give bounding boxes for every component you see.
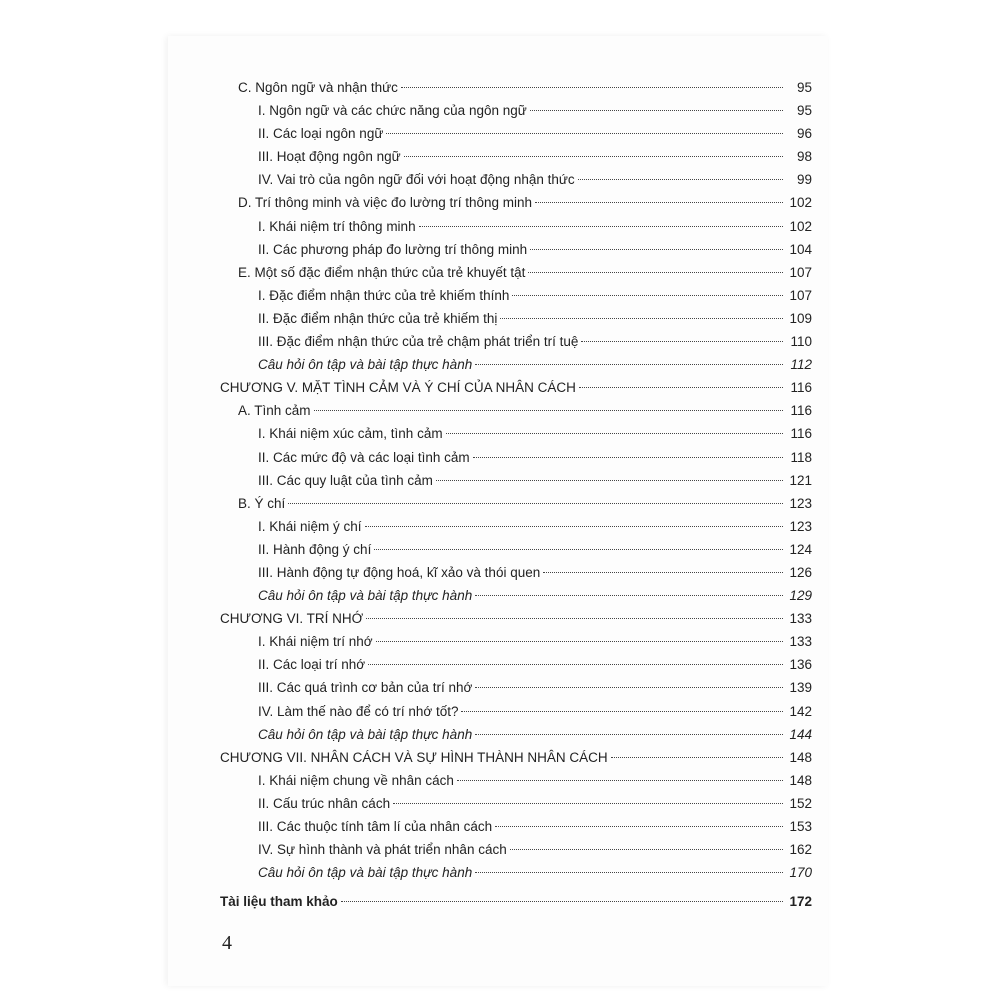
toc-entry-title: I. Đặc điểm nhận thức của trẻ khiếm thính: [258, 287, 510, 303]
toc-entry-page: 148: [789, 772, 812, 788]
book-page: [168, 36, 828, 986]
toc-entry-page: 116: [790, 380, 812, 396]
toc-entry-title: CHƯƠNG VI. TRÍ NHỚ: [220, 611, 364, 627]
dot-leader: [611, 757, 783, 758]
dot-leader: [578, 179, 783, 180]
dot-leader: [314, 410, 783, 411]
dot-leader: [366, 618, 783, 619]
toc-entry: [220, 99, 812, 122]
toc-entry-page: 153: [789, 819, 812, 834]
toc-entry: [220, 122, 812, 145]
toc-entry: [220, 746, 812, 769]
dot-leader: [475, 595, 783, 596]
toc-entry-page: 126: [789, 564, 812, 580]
toc-entry-page: 133: [789, 611, 812, 627]
toc-entry: [220, 815, 812, 838]
dot-leader: [581, 341, 783, 342]
dot-leader: [365, 526, 783, 527]
toc-entry: [220, 76, 812, 99]
toc-entry-title: I. Ngôn ngữ và các chức năng của ngôn ngữ: [258, 103, 527, 119]
toc-entry: [220, 145, 812, 168]
dot-leader: [386, 133, 783, 134]
toc-entry-page: 148: [789, 749, 812, 765]
dot-leader: [368, 664, 783, 665]
toc-entry: [220, 676, 812, 699]
dot-leader: [510, 849, 783, 850]
dot-leader: [374, 549, 783, 550]
toc-entry: [220, 376, 812, 399]
toc-entry-page: 139: [789, 680, 812, 696]
toc-entry-title: III. Hành động tự động hoá, kĩ xảo và thói quen: [258, 564, 541, 580]
toc-entry-title: II. Các mức độ và các loại tình cảm: [258, 449, 470, 465]
toc-entry-page: 118: [790, 449, 812, 465]
toc-entry: [220, 399, 812, 422]
dot-leader: [512, 295, 783, 296]
toc-entry-page: 102: [789, 195, 812, 211]
dot-leader: [530, 110, 783, 111]
toc-entry: [220, 630, 812, 653]
toc-entry-title: III. Đặc điểm nhận thức của trẻ chậm phát triển trí tuệ: [258, 334, 579, 350]
page-number: 4: [222, 932, 232, 954]
toc-entry-page: 102: [789, 218, 812, 234]
dot-leader: [376, 641, 783, 642]
toc-entry-page: 104: [789, 241, 812, 257]
dot-leader: [404, 156, 783, 157]
toc-entry-title: III. Các quy luật của tình cảm: [258, 472, 433, 488]
toc-entry-title: I. Khái niệm trí thông minh: [258, 218, 416, 234]
dot-leader: [341, 901, 783, 902]
toc-entry: [220, 515, 812, 538]
toc-entry-page: 121: [789, 472, 812, 488]
toc-entry: [220, 700, 812, 723]
toc-entry: [220, 492, 812, 515]
toc-entry-page: 96: [796, 126, 812, 142]
dot-leader: [475, 872, 783, 873]
toc-entry: [220, 861, 812, 884]
toc-entry-title: I. Khái niệm xúc cảm, tình cảm: [258, 426, 443, 442]
toc-entry-page: 133: [789, 634, 812, 650]
toc-entry-page: 110: [790, 334, 812, 350]
toc-entry-page: 123: [789, 518, 812, 534]
dot-leader: [528, 272, 783, 273]
toc-entry: [220, 890, 812, 913]
dot-leader: [475, 687, 783, 688]
toc-entry: [220, 792, 812, 815]
toc-entry-page: 136: [789, 657, 812, 673]
toc-entry-title: Câu hỏi ôn tập và bài tập thực hành: [258, 865, 473, 881]
toc-entry-page: 107: [789, 264, 812, 280]
toc-entry-title: C. Ngôn ngữ và nhận thức: [238, 80, 398, 95]
toc-entry-title: III. Hoạt động ngôn ngữ: [258, 149, 401, 165]
toc-entry-title: II. Các phương pháp đo lường trí thông minh: [258, 241, 528, 257]
toc-entry: [220, 561, 812, 584]
toc-entry: [220, 191, 812, 214]
toc-entry-page: 123: [789, 495, 812, 511]
toc-entry-title: A. Tình cảm: [238, 403, 311, 419]
toc-entry-title: IV. Sự hình thành và phát triển nhân cách: [258, 842, 507, 858]
toc-entry-title: Câu hỏi ôn tập và bài tập thực hành: [258, 588, 473, 604]
toc-entry-title: IV. Vai trò của ngôn ngữ đối với hoạt động nhận thức: [258, 172, 575, 188]
toc-entry-title: II. Hành động ý chí: [258, 541, 372, 557]
dot-leader: [495, 826, 783, 827]
toc-entry-title: I. Khái niệm trí nhớ: [258, 634, 373, 650]
toc-entry: [220, 330, 812, 353]
toc-entry: [220, 215, 812, 238]
dot-leader: [530, 249, 783, 250]
dot-leader: [393, 803, 783, 804]
toc-entry-title: I. Khái niệm ý chí: [258, 518, 362, 534]
dot-leader: [543, 572, 783, 573]
toc-entry-title: I. Khái niệm chung về nhân cách: [258, 772, 454, 788]
toc-entry: [220, 446, 812, 469]
toc-entry: [220, 168, 812, 191]
toc-entry-title: B. Ý chí: [238, 495, 286, 511]
toc-entry: [220, 353, 812, 376]
toc-entry: [220, 469, 812, 492]
toc-entry-title: D. Trí thông minh và việc đo lường trí thông minh: [238, 195, 533, 211]
dot-leader: [457, 780, 783, 781]
toc-entry-title: III. Các thuộc tính tâm lí của nhân cách: [258, 819, 493, 834]
toc-entry-page: 95: [796, 80, 812, 95]
toc-entry-page: 124: [789, 541, 812, 557]
dot-leader: [419, 226, 783, 227]
toc-entry-page: 95: [796, 103, 812, 119]
toc-entry-title: II. Đặc điểm nhận thức của trẻ khiếm thị: [258, 310, 498, 326]
table-of-contents: [220, 76, 812, 913]
toc-entry-title: E. Một số đặc điểm nhận thức của trẻ khuyết tật: [238, 264, 526, 280]
toc-entry-title: CHƯƠNG VII. NHÂN CÁCH VÀ SỰ HÌNH THÀNH NHÂN CÁCH: [220, 749, 608, 765]
dot-leader: [473, 457, 783, 458]
dot-leader: [535, 202, 783, 203]
toc-entry: [220, 607, 812, 630]
dot-leader: [475, 364, 783, 365]
dot-leader: [401, 87, 783, 88]
toc-entry-title: II. Cấu trúc nhân cách: [258, 795, 391, 811]
toc-entry-title: CHƯƠNG V. MẶT TÌNH CẢM VÀ Ý CHÍ CỦA NHÂN CÁCH: [220, 380, 576, 396]
toc-entry: [220, 769, 812, 792]
toc-entry-page: 172: [789, 894, 812, 910]
toc-entry-title: IV. Làm thế nào để có trí nhớ tốt?: [258, 703, 459, 719]
dot-leader: [461, 711, 783, 712]
toc-entry: [220, 238, 812, 261]
toc-entry: [220, 284, 812, 307]
toc-entry-title: II. Các loại ngôn ngữ: [258, 126, 384, 142]
toc-entry: [220, 838, 812, 861]
toc-entry-title: III. Các quá trình cơ bản của trí nhớ: [258, 680, 473, 696]
dot-leader: [288, 503, 783, 504]
dot-leader: [475, 734, 783, 735]
toc-entry-page: 116: [790, 426, 812, 442]
toc-entry-page: 99: [796, 172, 812, 188]
toc-entry-page: 170: [789, 865, 812, 881]
toc-entry-page: 144: [789, 726, 812, 742]
toc-entry-page: 109: [789, 310, 812, 326]
toc-entry: [220, 584, 812, 607]
toc-entry-page: 162: [789, 842, 812, 858]
toc-entry-page: 112: [790, 357, 812, 373]
dot-leader: [500, 318, 783, 319]
dot-leader: [436, 480, 783, 481]
toc-entry-title: Câu hỏi ôn tập và bài tập thực hành: [258, 726, 473, 742]
toc-entry-page: 98: [796, 149, 812, 165]
toc-entry: [220, 538, 812, 561]
toc-entry-title: II. Các loại trí nhớ: [258, 657, 366, 673]
toc-entry-page: 116: [790, 403, 812, 419]
dot-leader: [579, 387, 783, 388]
toc-entry: [220, 653, 812, 676]
toc-entry-page: 142: [789, 703, 812, 719]
dot-leader: [446, 433, 783, 434]
toc-entry: [220, 723, 812, 746]
toc-entry-title: Tài liệu tham khảo: [220, 894, 338, 910]
toc-entry: [220, 307, 812, 330]
toc-entry: [220, 422, 812, 445]
toc-entry: [220, 261, 812, 284]
toc-entry-page: 152: [789, 795, 812, 811]
toc-entry-page: 107: [789, 287, 812, 303]
toc-entry-title: Câu hỏi ôn tập và bài tập thực hành: [258, 357, 473, 373]
toc-entry-page: 129: [789, 588, 812, 604]
